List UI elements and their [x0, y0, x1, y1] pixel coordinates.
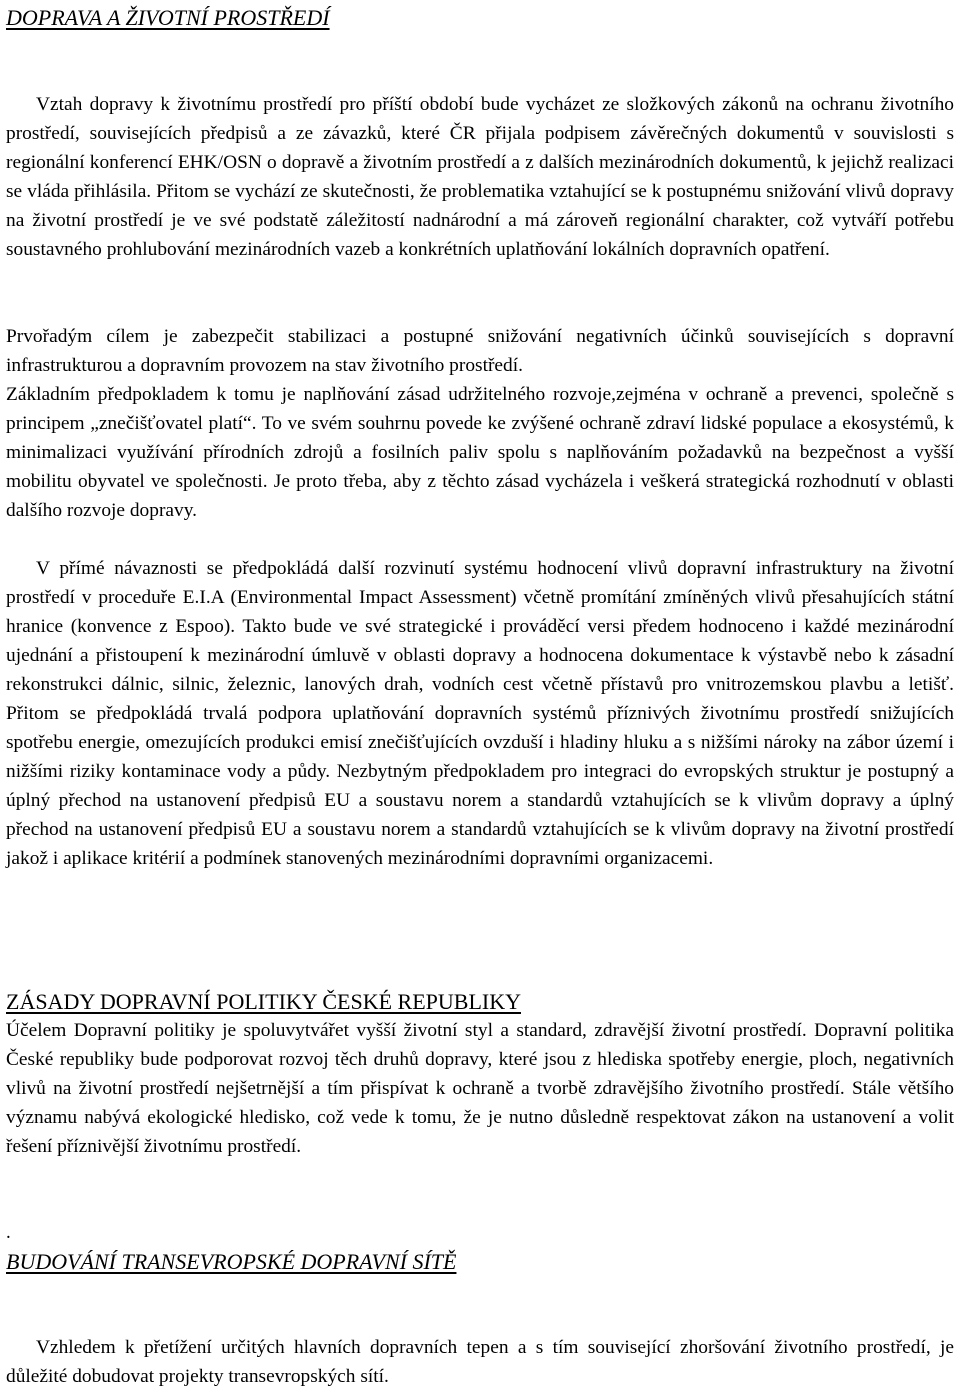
paragraph-transport-policy: Účelem Dopravní politiky je spoluvytvářet vyšší životní styl a standard, zdravější životní prostředí. Dopravní politika České republiky bude podporovat rozvoj těch druhů dopravy, které jsou z hlediska spotřeby energie, ploch, negativních vlivů na životní prostředí nejšetrnější a tím přispívat k ochraně a tvorbě zdravějšího životního prostředí. Stále většího významu nabývá ekologické hledisko, což vede k tomu, že je nutno důsledně respektovat zákon na ustanovení a volit řešení příznivější životnímu prostředí. [6, 1020, 954, 1157]
paragraph-transeuropean: Vzhledem k přetížení určitých hlavních dopravních tepen a s tím související zhoršování životního prostředí, je důležité dobudovat projekty transevropských sítí. [6, 1337, 954, 1387]
section-heading-transport-policy: ZÁSADY DOPRAVNÍ POLITIKY ČESKÉ REPUBLIKY [6, 989, 521, 1014]
paragraph-basic-assumption: Základním předpokladem k tomu je naplňování zásad udržitelného rozvoje,zejména v ochraně a prevenci, společně s principem „znečišťovatel platí“. To ve svém souhrnu povede ke zvýšené ochraně zdraví lidské populace a ekosystémů, k minimalizaci využívání přírodních zdrojů a fosilních paliv spolu s naplňováním požadavků na bezpečnost a vyšší mobilitu obyvatel ve společnosti. Je proto třeba, aby z těchto zásad vycházela i veškerá strategická rozhodnutí v oblasti dalšího rozvoje dopravy. [6, 384, 954, 521]
paragraph-primary-goal: Prvořadým cílem je zabezpečit stabilizaci a postupné snižování negativních účinků souvisejících s dopravní infrastrukturou a dopravním provozem na stav životního prostředí. [6, 326, 954, 376]
paragraph-intro: Vztah dopravy k životnímu prostředí pro příští období bude vycházet ze složkových zákonů na ochranu životního prostředí, souvisejících předpisů a ze závazků, které ČR přijala podpisem závěrečných dokumentů v souvislosti s regionální konferencí EHK/OSN o dopravě a životním prostředí a z dalších mezinárodních dokumentů, k jejichž realizaci se vláda přihlásila. Přitom se vychází ze skutečnosti, že problematika vztahující se k postupnému snižování vlivů dopravy na životní prostředí je ve své podstatě záležitostí nadnárodní a má zároveň regionální charakter, což vytváří potřebu soustavného prohlubování mezinárodních vazeb a konkrétních uplatňování lokálních dopravních opatření. [6, 94, 954, 260]
section-heading-transeuropean-network: BUDOVÁNÍ TRANSEVROPSKÉ DOPRAVNÍ SÍTĚ [6, 1249, 457, 1274]
separator-dot: . [6, 1222, 11, 1243]
paragraph-eia: V přímé návaznosti se předpokládá další rozvinutí systému hodnocení vlivů dopravní infrastruktury na životní prostředí v proceduře E.I.A (Environmental Impact Assessment) včetně promítání zmíněných vlivů přesahujících státní hranice (konvence z Espoo). Takto bude ve své strategické i prováděcí versi předem hodnoceno i každé mezinárodní ujednání a přistoupení k mezinárodní úmluvě v oblasti dopravy a hodnocena dokumentace k výstavbě nebo k zásadní rekonstrukci dálnic, silnic, železnic, lanových drah, vodních cest včetně přístavů pro vnitrozemskou plavbu a letišť. Přitom se předpokládá trvalá podpora uplatňování dopravních systémů příznivých životnímu prostředí snižujících spotřebu energie, omezujících produkci emisí znečišťujících ovzduší i hladiny hluku a s nižšími nároky na zábor území i nižšími riziky kontaminace vody a půdy. Nezbytným předpokladem pro integraci do evropských struktur je postupný a úplný přechod na ustanovení předpisů EU a soustavu norem a standardů vztahujících se k vlivům dopravy a úplný přechod na ustanovení předpisů EU a soustavu norem a standardů vztahujících se k vlivům dopravy na životní prostředí jakož i aplikace kritérií a podmínek stanovených mezinárodními dopravními organizacemi. [6, 558, 954, 869]
section-heading-environment: DOPRAVA A ŽIVOTNÍ PROSTŘEDÍ [6, 5, 330, 30]
